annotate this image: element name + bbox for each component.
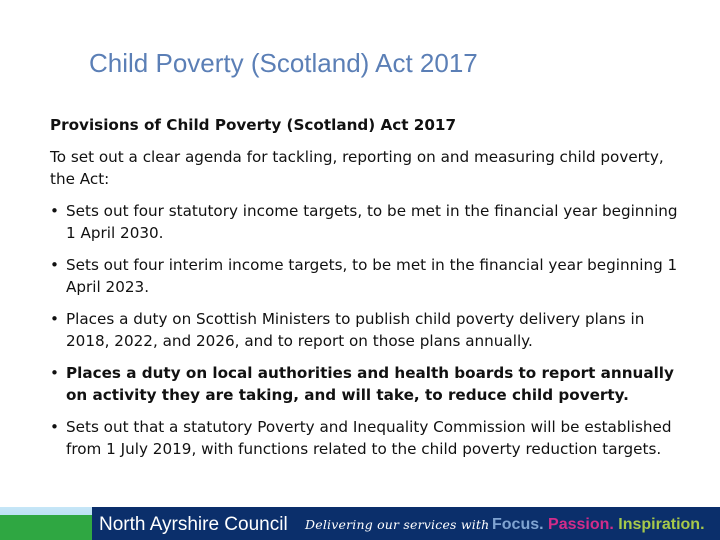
- bullet-icon: •: [50, 364, 59, 382]
- list-item: [50, 200, 690, 244]
- slide-title: Child Poverty (Scotland) Act 2017: [89, 48, 478, 78]
- value-passion: Passion.: [548, 516, 614, 533]
- council-name: North Ayrshire Council: [99, 514, 288, 535]
- footer-banner: [0, 507, 720, 540]
- footer-tagline: Delivering our services with: [305, 517, 490, 532]
- bullet-icon: •: [50, 202, 59, 220]
- bullet-text: Sets out four interim income targets, to be met in the financial year beginning 1 April 2023.: [66, 256, 678, 296]
- bullet-icon: •: [50, 310, 59, 328]
- footer-decoration: [0, 507, 92, 540]
- intro-paragraph: To set out a clear agenda for tackling, reporting on and measuring child poverty, the Act:: [50, 148, 664, 188]
- bullet-icon: •: [50, 418, 59, 436]
- bullet-text: Sets out that a statutory Poverty and Inequality Commission will be established from 1 July 2019, with functions related to the child poverty reduction targets.: [66, 418, 672, 458]
- value-inspiration: Inspiration.: [618, 516, 705, 533]
- list-item: [50, 308, 690, 352]
- slide-content: [50, 114, 690, 470]
- bullet-text: Places a duty on local authorities and health boards to report annually on activity they are taking, and will take, to reduce child poverty.: [66, 364, 674, 404]
- list-item: [50, 416, 690, 460]
- bullet-text: Sets out four statutory income targets, to be met in the financial year beginning 1 April 2030.: [66, 202, 678, 242]
- footer-values: [492, 516, 705, 534]
- bullet-text: Places a duty on Scottish Ministers to publish child poverty delivery plans in 2018, 2022, and 2026, and to report on those plans annually.: [66, 310, 645, 350]
- footer-green-strip: [0, 515, 92, 540]
- list-item: [50, 254, 690, 298]
- subheading: Provisions of Child Poverty (Scotland) Act 2017: [50, 116, 457, 134]
- list-item: [50, 362, 690, 406]
- provisions-list: [50, 200, 690, 460]
- bullet-icon: •: [50, 256, 59, 274]
- value-focus: Focus.: [492, 516, 544, 533]
